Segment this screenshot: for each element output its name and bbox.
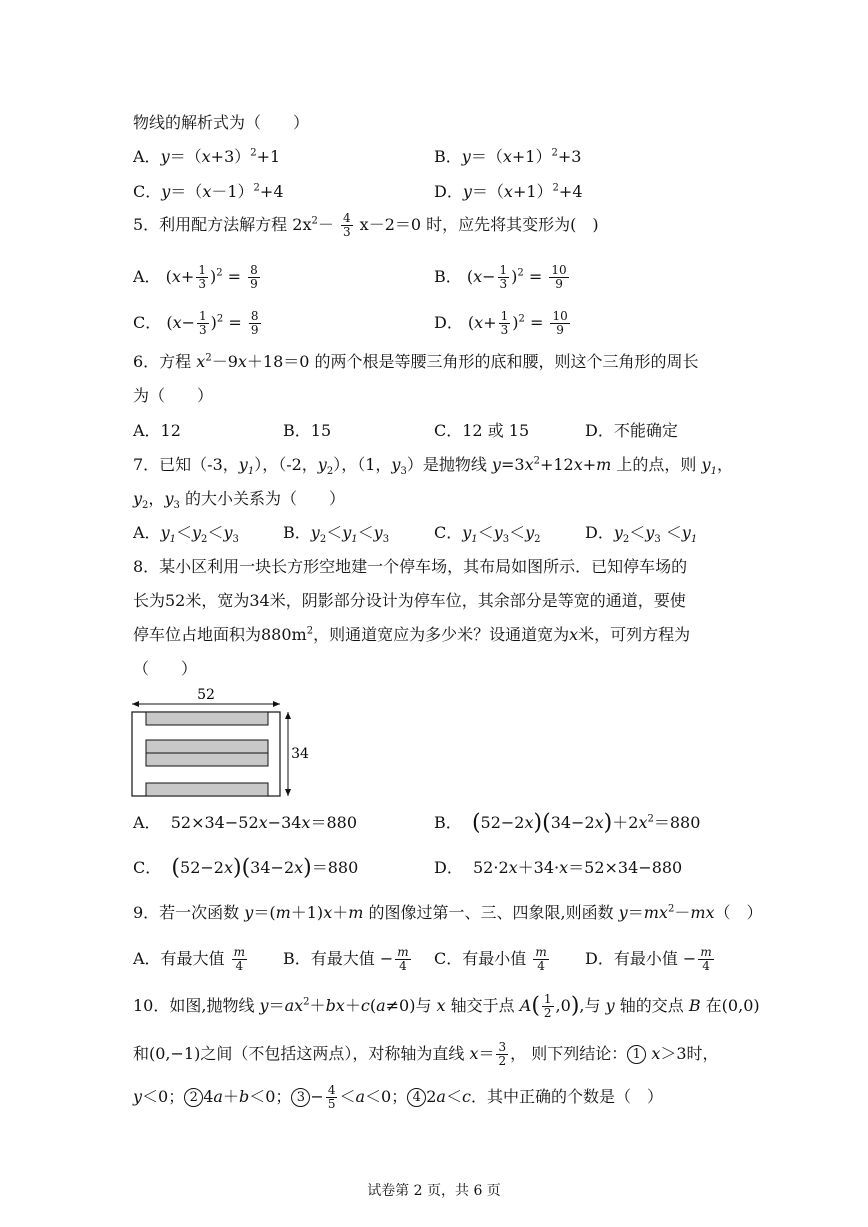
q6-option-c: C．12 或 15	[434, 421, 530, 440]
q4-option-d: D．$y=(x+1)^2+4$	[434, 182, 583, 201]
page-footer: 试卷第 2 页，共 6 页	[367, 1183, 501, 1199]
q10-stem-line3: y＜0； 2 4a＋b＜0； 3 − $\frac{4}{5}$ ＜a＜0； 4 2a＜c．其中正确的个数是（ ）	[133, 1083, 663, 1111]
q9-option-c: C．有最小值 $\frac{m}{4}$	[434, 945, 547, 973]
parking-strip-middle-2	[146, 753, 268, 766]
q5-option-d: D． (x+ $\frac{1}{3}$ )$^2$ = $\frac{10}{9}$	[434, 309, 568, 337]
parking-lot-figure	[128, 686, 318, 802]
q6-stem-line2: 为（ ）	[133, 386, 214, 405]
q6-option-d: D．不能确定	[585, 421, 678, 440]
q7-stem-line2: $y_2$，$y_3$ 的大小关系为（ ）	[133, 489, 345, 512]
q5-option-a: A． (x+ $\frac{1}{3}$ )$^2$ = $\frac{8}{9}$	[133, 263, 258, 291]
q7-option-c: C．$y_1<y_3<y_2$	[434, 523, 541, 546]
q8-option-a: A． 52×34−52x−34x＝880	[133, 813, 357, 832]
q9-option-b: B．有最大值 − $\frac{m}{4}$	[283, 945, 409, 973]
q10-stem-line1: 10．如图,抛物线 $y=ax^2+bx+c(a\ne 0)$与 x 轴交于点 A( $\frac{1}{2}$ ,0),与 y 轴的交点 B 在(0,0)	[133, 992, 760, 1020]
q5-fraction: $\frac{4}{3}$	[342, 211, 351, 239]
q5-option-c: C． (x− $\frac{1}{3}$ )$^2$ = $\frac{8}{9}$	[133, 309, 259, 337]
q10-stem-line2: 和(0,−1)之间（不包括这两点），对称轴为直线 x＝ $\frac{3}{2}$ ， 则下列结论： 1 x＞3时，	[133, 1040, 719, 1068]
q6-stem-line1: 6．方程 $x^2-9x+18=0$ 的两个根是等腰三角形的底和腰，则这个三角形的周长	[133, 352, 699, 371]
q8-option-c: C． (52−2x)(34−2x)＝880	[133, 855, 359, 881]
q6-option-b: B．15	[283, 421, 332, 440]
q4-option-a: A．$y=(x+3)^2+1$	[133, 147, 281, 166]
q6-option-a: A．12	[133, 421, 181, 440]
q8-stem-line4: （ ）	[133, 659, 198, 678]
q9-stem: 9．若一次函数 y＝(m＋1)x＋m 的图像过第一、三、四象限,则函数 $y=mx^2-mx$（ ）	[133, 903, 763, 922]
parking-strip-bottom	[146, 783, 268, 796]
q8-option-b: B． $(52-2x)(34-2x)+2x^2=880$	[434, 810, 701, 836]
q4-stem-tail: 物线的解析式为（ ）	[133, 113, 310, 132]
q7-option-a: A．$y_1<y_2<y_3$	[133, 523, 239, 546]
q8-stem-line2: 长为52米，宽为34米，阴影部分设计为停车位，其余部分是等宽的通道，要使	[133, 591, 686, 610]
q7-stem-line1: 7．已知（-3，$y_1$），（-2，$y_2$），（1，$y_3$）是抛物线 $y=3x^2+12x+m$ 上的点，则 $y_1$，	[133, 455, 733, 478]
q5-stem: 5．利用配方法解方程 $2x^2-$ $\frac{4}{3}$ x－2＝0 时，应先将其变形为( )	[133, 211, 599, 239]
q5-option-b: B． (x− $\frac{1}{3}$ )$^2$ = $\frac{10}{9}$	[434, 263, 567, 291]
q8-stem-line3: 停车位占地面积为$880m^2$，则通道宽应为多少米？设通道宽为x米，可列方程为	[133, 625, 691, 644]
q4-option-c: C．$y=(x-1)^2+4$	[133, 182, 284, 201]
q9-option-d: D．有最小值 − $\frac{m}{4}$	[585, 945, 712, 973]
q7-option-d: D．$y_2<y_3 <y_1$	[585, 523, 698, 546]
q8-stem-line1: 8．某小区利用一块长方形空地建一个停车场，其布局如图所示．已知停车场的	[133, 557, 688, 576]
q4-option-b: B．$y=(x+1)^2+3$	[434, 147, 582, 166]
height-label: 34	[291, 746, 309, 762]
width-label: 52	[197, 687, 215, 703]
q8-option-d: D． 52·2x＋34·x＝52×34−880	[434, 858, 683, 877]
parking-strip-middle-1	[146, 740, 268, 753]
parking-strip-top	[146, 712, 268, 725]
q9-option-a: A．有最大值 $\frac{m}{4}$	[133, 945, 246, 973]
q7-option-b: B．$y_2<y_1<y_3$	[283, 523, 390, 546]
